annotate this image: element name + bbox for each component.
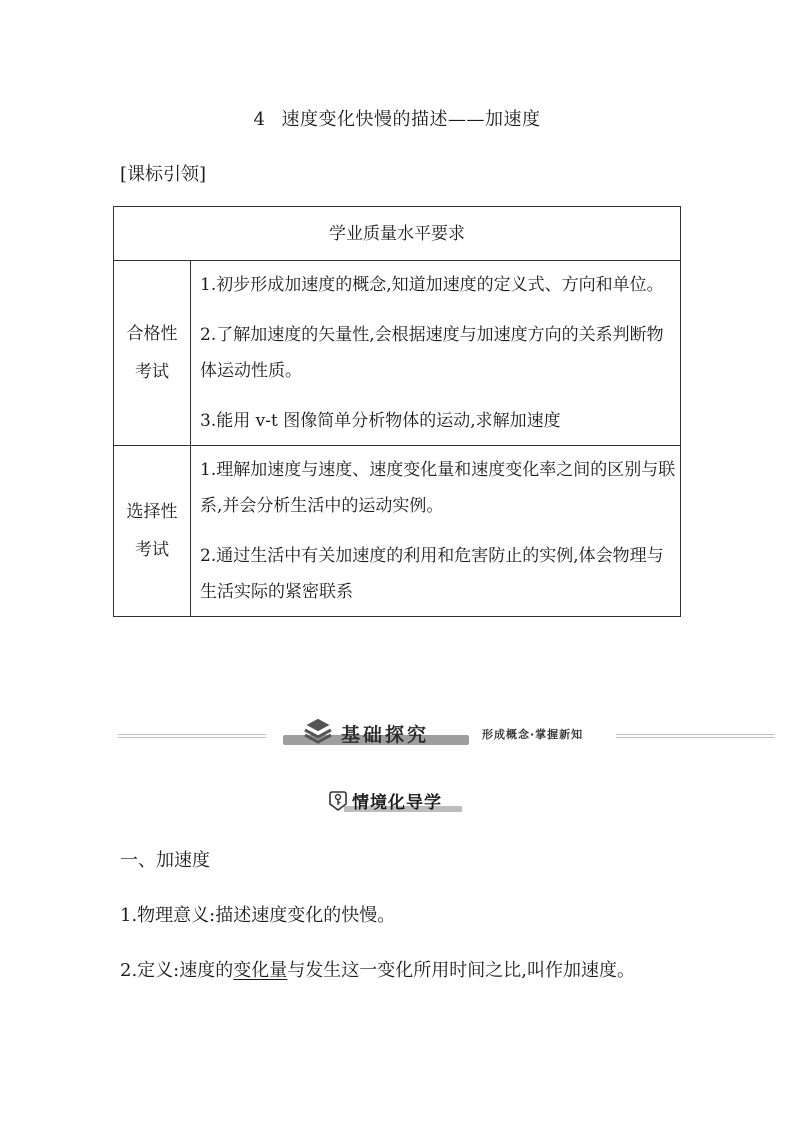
category-line: 合格性 — [126, 324, 178, 344]
requirements-cell — [191, 446, 681, 617]
table-row — [114, 446, 681, 617]
sub-banner-label: 情境化导学 — [352, 793, 442, 813]
point2-underlined: 变化量 — [233, 960, 288, 981]
table-header-row — [114, 207, 681, 261]
sub-section-banner — [328, 788, 468, 816]
category-line: 考试 — [135, 362, 169, 382]
requirement-item: 3.能用 v-t 图像简单分析物体的运动,求解加速度 — [200, 411, 561, 431]
requirement-item: 2.通过生活中有关加速度的利用和危害防止的实例,体会物理与生活实际的紧密联系 — [200, 546, 664, 602]
requirements-cell — [191, 261, 681, 446]
requirement-item: 1.理解加速度与速度、速度变化量和速度变化率之间的区别与联系,并会分析生活中的运动实例。 — [200, 460, 676, 516]
banner-rule-right — [616, 734, 774, 738]
lesson-number: 4 — [253, 109, 266, 130]
standards-table — [113, 206, 681, 617]
point2-suffix: 与发生这一变化所用时间之比,叫作加速度。 — [287, 960, 635, 981]
key-icon — [328, 790, 348, 812]
table-row — [114, 261, 681, 446]
body-point-2 — [120, 956, 635, 982]
category-cell — [114, 261, 191, 446]
table-header: 学业质量水平要求 — [114, 207, 681, 261]
banner-title: 基础探究 — [341, 724, 430, 746]
point2-prefix: 2.定义:速度的 — [120, 960, 234, 981]
lesson-title: 速度变化快慢的描述——加速度 — [281, 109, 541, 130]
category-line: 选择性 — [126, 502, 178, 522]
category-cell — [114, 446, 191, 617]
requirement-item: 2.了解加速度的矢量性,会根据速度与加速度方向的关系判断物体运动性质。 — [200, 325, 664, 381]
section-label: [课标引领] — [120, 164, 207, 185]
section-banner — [118, 718, 774, 752]
category-line: 考试 — [135, 540, 169, 560]
banner-pill — [283, 722, 469, 746]
body-heading: 一、加速度 — [120, 850, 210, 871]
banner-slogan: 形成概念·掌握新知 — [482, 728, 584, 741]
layers-icon — [303, 716, 333, 744]
body-point-1: 1.物理意义:描述速度变化的快慢。 — [120, 905, 396, 926]
requirement-item: 1.初步形成加速度的概念,知道加速度的定义式、方向和单位。 — [200, 275, 664, 295]
page-title — [0, 105, 794, 131]
banner-rule-left — [118, 734, 266, 738]
